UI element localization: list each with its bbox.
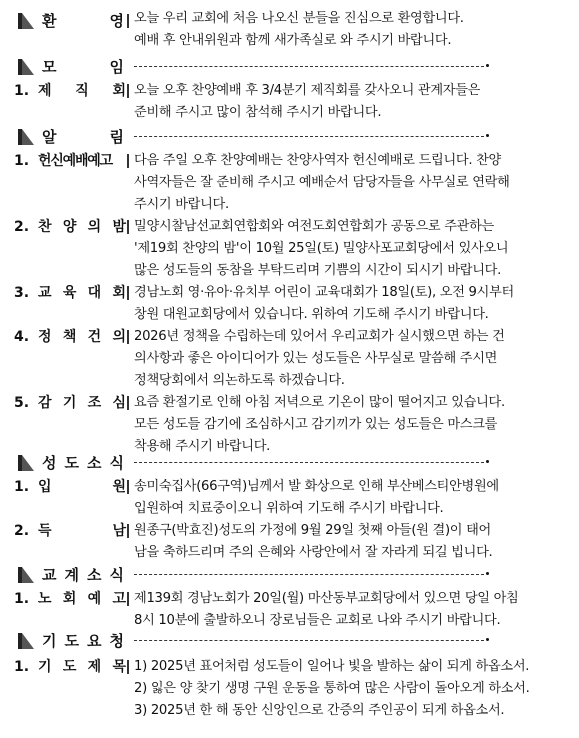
notice-item-1-line-3: 주시기 바랍니다. — [134, 197, 229, 212]
meeting-item-1-num: 1. — [14, 83, 30, 99]
meeting-item-1-title: 제 직 회 — [38, 83, 126, 99]
notice-item-5-line-3: 착용해 주시기 바랍니다. — [134, 439, 271, 454]
presbytery-item-1-line-2: 8시 10분에 출발하오니 장로님들은 교회로 나와 주시기 바랍니다. — [134, 613, 501, 628]
notice-item-3-line-1: 경남노회 영·유아·유치부 어린이 교육대회가 18일(토), 오전 9시부터 — [134, 285, 514, 300]
rule-end-dot — [486, 460, 489, 463]
notice-item-5-title: 감 기 조 심 — [38, 395, 126, 411]
presbytery-item-1-title: 노 회 예 고 — [38, 591, 126, 607]
section-marker-icon — [18, 59, 34, 75]
members-item-2-line-1: 원종구(박효진)성도의 가정에 9월 29일 첫째 아들(원 결)이 태어 — [134, 523, 491, 538]
notice-item-4-line-3: 정책당회에서 의논하도록 하겠습니다. — [134, 373, 345, 388]
members-item-1-line-1: 송미숙집사(66구역)님께서 발 화상으로 인해 부산베스티안병원에 — [134, 479, 499, 494]
notice-item-1-line-2: 사역자들은 잘 준비해 주시고 예배순서 담당자들을 사무실로 연락해 — [134, 175, 510, 190]
rule-end-dot — [486, 638, 489, 641]
notice-item-3-title: 교 육 대 회 — [38, 285, 126, 301]
section-dashed-rule — [134, 462, 484, 463]
section-presbytery-header — [0, 564, 579, 586]
members-item-1-title: 입 원 — [38, 479, 126, 495]
notice-item-5-line-2: 모든 성도들 감기에 조심하시고 감기끼가 있는 성도들은 마스크를 — [134, 417, 498, 432]
divider-bar — [127, 524, 129, 538]
meeting-item-1-line-1: 오늘 오후 찬양예배 후 3/4분기 제직회를 갖사오니 관계자들은 — [134, 83, 481, 98]
divider-bar — [127, 84, 129, 98]
divider-bar — [127, 480, 129, 494]
section-dashed-rule — [134, 136, 484, 137]
section-notice-title: 알 림 — [42, 128, 124, 146]
meeting-item-1-line-2: 준비해 주시고 많이 참석해 주시기 바랍니다. — [134, 105, 382, 120]
notice-item-3-line-2: 창원 대원교회당에서 있습니다. 위하여 기도해 주시기 바랍니다. — [134, 307, 489, 322]
section-prayer-title: 기 도 요 청 — [42, 632, 124, 650]
section-marker-icon — [18, 567, 34, 583]
notice-item-1-line-1: 다음 주일 오후 찬양예배는 찬양사역자 헌신예배로 드립니다. 찬양 — [134, 153, 501, 168]
section-prayer-header — [0, 630, 579, 652]
prayer-item-1-num: 1. — [14, 659, 30, 675]
section-marker-icon — [18, 455, 34, 471]
divider-bar — [127, 154, 129, 168]
section-meeting-header — [0, 56, 579, 78]
notice-item-2-line-1: 밀양시찰남선교회연합회와 여전도회연합회가 공동으로 주관하는 — [134, 219, 494, 234]
section-marker-icon — [18, 633, 34, 649]
rule-end-dot — [486, 64, 489, 67]
notice-item-4-title: 정 책 건 의 — [38, 329, 126, 345]
divider-bar — [127, 286, 129, 300]
members-item-2-num: 2. — [14, 523, 30, 539]
welcome-line-1: 오늘 우리 교회에 처음 나오신 분들을 진심으로 환영합니다. — [134, 11, 464, 26]
divider-bar — [127, 330, 129, 344]
rule-end-dot — [486, 572, 489, 575]
divider-bar — [127, 220, 129, 234]
notice-item-4-line-2: 의사항과 좋은 아이디어가 있는 성도들은 사무실로 말씀해 주시면 — [134, 351, 498, 366]
members-item-2-line-2: 남을 축하드리며 주의 은혜와 사랑안에서 잘 자라게 되길 빕니다. — [134, 545, 493, 560]
prayer-item-1-line-3: 3) 2025년 한 해 동안 신앙인으로 간증의 주인공이 되게 하옵소서. — [134, 703, 505, 718]
divider-bar — [127, 660, 129, 674]
notice-item-1-title: 헌신예배예고 — [38, 153, 112, 169]
notice-item-3-num: 3. — [14, 285, 30, 301]
rule-end-dot — [486, 134, 489, 137]
section-notice-header — [0, 126, 579, 148]
presbytery-item-1-line-1: 제139회 경남노회가 20일(월) 마산동부교회당에서 있으면 당일 아침 — [134, 591, 519, 606]
members-item-1-line-2: 입원하여 치료중이오니 위하여 기도해 주시기 바랍니다. — [134, 501, 444, 516]
notice-item-5-line-1: 요즘 환절기로 인해 아침 저녁으로 기온이 많이 떨어지고 있습니다. — [134, 395, 505, 410]
notice-item-2-line-3: 많은 성도들의 동참을 부탁드리며 기쁨의 시간이 되시기 바랍니다. — [134, 263, 501, 278]
section-dashed-rule — [134, 66, 484, 67]
notice-item-4-line-1: 2026년 정책을 수립하는데 있어서 우리교회가 실시했으면 하는 건 — [134, 329, 505, 344]
section-presbytery-title: 교 계 소 식 — [42, 566, 124, 584]
section-dashed-rule — [134, 640, 484, 641]
prayer-item-1-line-1: 1) 2025년 표어처럼 성도들이 일어나 빛을 발하는 삶이 되게 하옵소서. — [134, 659, 530, 674]
members-item-2-title: 득 남 — [38, 523, 126, 539]
prayer-item-1-title: 기 도 제 목 — [38, 659, 126, 675]
section-meeting-title: 모 임 — [42, 58, 124, 76]
notice-item-1-num: 1. — [14, 153, 30, 169]
divider-bar — [127, 14, 129, 28]
section-welcome-title: 환 영 — [42, 12, 124, 30]
notice-item-2-line-2: '제19회 찬양의 밤'이 10월 25일(토) 밀양사포교회당에서 있사오니 — [134, 241, 509, 256]
section-marker-icon — [18, 13, 34, 29]
presbytery-item-1-num: 1. — [14, 591, 30, 607]
section-members-title: 성 도 소 식 — [42, 454, 124, 472]
section-marker-icon — [18, 129, 34, 145]
notice-item-2-num: 2. — [14, 219, 30, 235]
members-item-1-num: 1. — [14, 479, 30, 495]
notice-item-4-num: 4. — [14, 329, 30, 345]
section-dashed-rule — [134, 574, 484, 575]
section-members-header — [0, 452, 579, 474]
welcome-line-2: 예배 후 안내위원과 함께 새가족실로 와 주시기 바랍니다. — [134, 33, 452, 48]
divider-bar — [127, 592, 129, 606]
notice-item-5-num: 5. — [14, 395, 30, 411]
prayer-item-1-line-2: 2) 잃은 양 찾기 생명 구원 운동을 통하여 많은 사람이 돌아오게 하소서. — [134, 681, 530, 696]
notice-item-2-title: 찬 양 의 밤 — [38, 219, 126, 235]
divider-bar — [127, 396, 129, 410]
